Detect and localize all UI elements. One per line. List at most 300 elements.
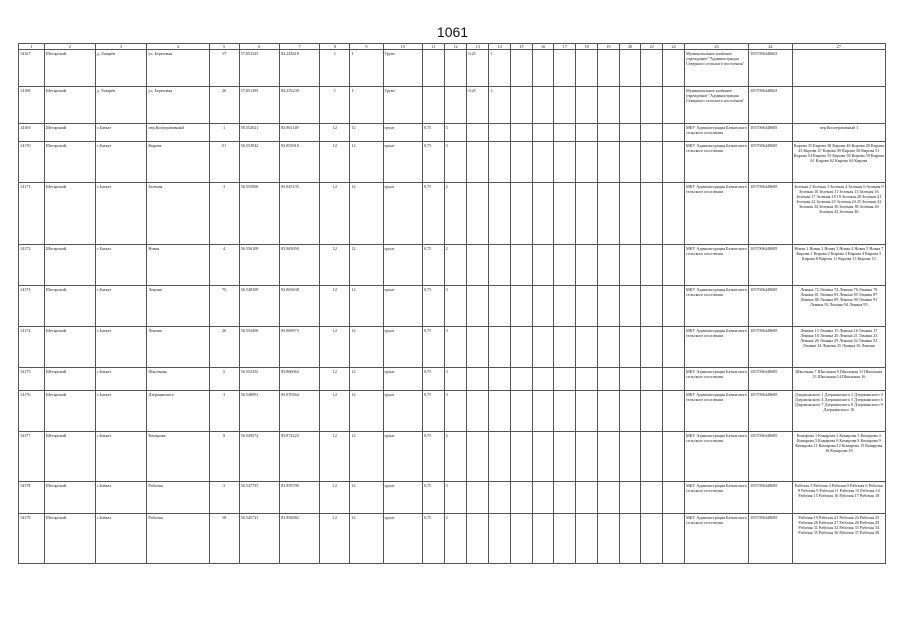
table-cell: 9 [209, 432, 239, 482]
column-header: 11 [422, 44, 444, 50]
table-cell: грунт [383, 514, 422, 564]
table-cell: Ленина [147, 286, 209, 327]
column-header: 15 [510, 44, 532, 50]
table-cell [510, 183, 532, 245]
column-header: 12 [444, 44, 467, 50]
table-cell: 14175 [19, 368, 45, 391]
table-cell: 12 [350, 245, 383, 286]
table-cell: грунт [383, 391, 422, 432]
table-cell: Рабочая [147, 482, 209, 514]
table-cell: 12 [350, 514, 383, 564]
table-cell: 12 [320, 286, 350, 327]
table-cell: грунт [383, 183, 422, 245]
table-cell [597, 391, 619, 432]
table-cell: грунт [383, 124, 422, 142]
table-cell: 3 [444, 327, 467, 368]
table-cell [532, 368, 554, 391]
table-cell: Шегарский [44, 183, 95, 245]
table-cell: 3 [209, 482, 239, 514]
table-cell: 1057006448685 [749, 514, 793, 564]
table-cell: 0,75 [422, 245, 444, 286]
table-cell: 2 [444, 183, 467, 245]
table-cell: Комарова [147, 432, 209, 482]
table-cell [467, 142, 489, 183]
table-cell: 1 [489, 50, 511, 87]
table-cell: МКУ Администрация Баткатского сельского поселения [684, 183, 748, 245]
table-cell: грунт [383, 245, 422, 286]
table-row [19, 432, 886, 482]
table-cell: 14173 [19, 286, 45, 327]
table-cell: Шегарский [44, 432, 95, 482]
table-cell: 1057006448663 [749, 87, 793, 124]
table-cell [641, 142, 663, 183]
column-header: 2 [44, 44, 95, 50]
table-cell: 3 [444, 368, 467, 391]
table-cell: с.Баткат [95, 482, 147, 514]
table-cell [619, 245, 641, 286]
table-cell: 56.552021 [239, 124, 279, 142]
table-cell: Рабочая [147, 514, 209, 564]
table-cell [532, 514, 554, 564]
table-cell [467, 368, 489, 391]
table-cell: Муниципальное казённое учреждение "Администрация Северного сельского поселения" [684, 50, 748, 87]
table-cell: 0,75 [422, 327, 444, 368]
table-row [19, 50, 886, 87]
table-cell [467, 482, 489, 514]
table-cell: 1057006448685 [749, 286, 793, 327]
table-cell [663, 286, 685, 327]
table-cell [554, 432, 576, 482]
table-cell [641, 286, 663, 327]
table-cell [467, 124, 489, 142]
table-cell: 1 [320, 50, 350, 87]
table-cell [663, 50, 685, 87]
table-cell [422, 50, 444, 87]
table-cell [576, 368, 598, 391]
table-cell: Зеленая 2 Зеленая 3 Зеленая 4 Зеленая 6 Зеленая 9 Зеленая 10 Зеленая 11 Зеленая 13 Зеленая 16 Зеленая 17 Зеленая 18 19 Зеленая 20 Зеленая 21 Зеленая 22 Зеленая 23 Зеленая 24 25 Зеленая 32 Зеленая 34 Зеленая 36 Зеленая 38 Зеленая 40 Зеленая 42 Зеленая 46 [792, 183, 885, 245]
table-cell: Шегарский [44, 87, 95, 124]
column-header: 20 [619, 44, 641, 50]
table-cell: Зеленая [147, 183, 209, 245]
table-cell [663, 124, 685, 142]
table-cell [489, 391, 511, 432]
column-header: 24 [749, 44, 793, 50]
table-cell: Шегарский [44, 482, 95, 514]
table-cell: 0,75 [422, 514, 444, 564]
table-cell [619, 286, 641, 327]
column-header: 27 [792, 44, 885, 50]
table-cell: грунт [383, 482, 422, 514]
table-cell [467, 245, 489, 286]
table-cell: 57.051285 [239, 87, 279, 124]
table-cell [467, 286, 489, 327]
table-cell [576, 124, 598, 142]
table-cell: 1057006448685 [749, 327, 793, 368]
table-cell: 3 [444, 482, 467, 514]
table-cell [663, 245, 685, 286]
table-cell [510, 482, 532, 514]
table-cell: Шегарский [44, 124, 95, 142]
table-cell [641, 327, 663, 368]
table-cell: 12 [320, 183, 350, 245]
table-cell: 83.870564 [279, 391, 319, 432]
column-header: 1 [19, 44, 45, 50]
table-cell [576, 327, 598, 368]
table-cell: с.Баткат [95, 142, 147, 183]
table-cell: 14168 [19, 87, 45, 124]
table-cell: 14172 [19, 245, 45, 286]
table-cell: 1057006448685 [749, 368, 793, 391]
column-header: 14 [489, 44, 511, 50]
table-cell: МКУ Администрация Баткатского сельского поселения [684, 391, 748, 432]
table-cell [619, 482, 641, 514]
table-cell [510, 245, 532, 286]
table-cell [663, 514, 685, 564]
table-cell [467, 432, 489, 482]
table-cell: 56.554406 [239, 327, 279, 368]
table-cell: 0,75 [422, 286, 444, 327]
table-cell: Рабочая 19 Рабочая 21 Рабочая 24 Рабочая 25 Рабочая 26 Рабочая 27 Рабочая 28 Рабочая 29 Рабочая 31 Рабочая 32 Рабочая 33 Рабочая 34 Рабочая 35 Рабочая 36 Рабочая 37 Рабочая 38 [792, 514, 885, 564]
table-cell: Новая 1 Новая 2 Новая 3 Новая 4 Новая 5 Новая 7 Кирова 1 Кирова 2 Кирова 3 Кирова 4 Кирова 5 Кирова 8 Кирова 11 Кирова 13 Кирова 15 [792, 245, 885, 286]
table-cell: Ленина [147, 327, 209, 368]
table-cell: 0,75 [422, 124, 444, 142]
table-cell [489, 124, 511, 142]
table-cell: 83.861149 [279, 124, 319, 142]
table-cell [489, 286, 511, 327]
table-cell [554, 142, 576, 183]
table-cell [554, 87, 576, 124]
table-cell [619, 124, 641, 142]
table-cell: грунт [383, 142, 422, 183]
table-row [19, 87, 886, 124]
table-cell [576, 183, 598, 245]
column-header: 16 [532, 44, 554, 50]
table-cell: грунт [383, 286, 422, 327]
table-cell: 56.547737 [239, 482, 279, 514]
table-cell: грунт [383, 368, 422, 391]
table-cell [663, 142, 685, 183]
table-cell [641, 124, 663, 142]
table-cell: 1057006448685 [749, 391, 793, 432]
table-row [19, 183, 886, 245]
table-cell: с.Баткат [95, 245, 147, 286]
table-cell [597, 482, 619, 514]
table-cell [554, 514, 576, 564]
table-cell: 17 [209, 50, 239, 87]
table-cell [510, 142, 532, 183]
table-cell [619, 368, 641, 391]
column-header: 18 [576, 44, 598, 50]
table-cell: Грунт [383, 87, 422, 124]
table-cell: 12 [350, 183, 383, 245]
table-cell: 56.553942 [239, 142, 279, 183]
table-cell: 83.859799 [279, 482, 319, 514]
table-cell: 26 [209, 87, 239, 124]
table-cell: 2 [444, 514, 467, 564]
table-cell [489, 327, 511, 368]
table-cell: 75 [209, 286, 239, 327]
table-cell: 57.053345 [239, 50, 279, 87]
table-cell: 1057006448685 [749, 183, 793, 245]
table-cell [641, 432, 663, 482]
column-header: 19 [597, 44, 619, 50]
table-row [19, 245, 886, 286]
table-cell: Шегарский [44, 368, 95, 391]
table-cell [597, 368, 619, 391]
table-cell: грунт [383, 327, 422, 368]
table-cell: МКУ Администрация Баткатского сельского поселения [684, 368, 748, 391]
table-cell: 1057006448685 [749, 245, 793, 286]
table-cell: 12 [320, 142, 350, 183]
table-cell: 83.853918 [279, 142, 319, 183]
table-cell [641, 50, 663, 87]
table-cell [489, 183, 511, 245]
table-cell: 12 [320, 245, 350, 286]
table-cell [532, 245, 554, 286]
table-cell: 0,75 [422, 183, 444, 245]
table-cell: 14169 [19, 124, 45, 142]
table-cell [532, 183, 554, 245]
table-cell: 1057006448685 [749, 432, 793, 482]
table-cell [467, 327, 489, 368]
table-cell [663, 327, 685, 368]
table-cell [663, 368, 685, 391]
table-cell: 12 [350, 142, 383, 183]
table-cell [641, 87, 663, 124]
table-row [19, 391, 886, 432]
table-cell: 3 [444, 142, 467, 183]
table-cell: Школьная 7 Школьная 9 Школьная 11 Школьная 13 Школьная 14 Школьная 16 [792, 368, 885, 391]
table-row [19, 368, 886, 391]
table-cell [619, 391, 641, 432]
table-cell [641, 391, 663, 432]
table-cell [467, 183, 489, 245]
table-cell: 12 [350, 124, 383, 142]
table-cell: с.Баткат [95, 124, 147, 142]
table-cell: 14177 [19, 432, 45, 482]
table-cell [532, 286, 554, 327]
column-header: 6 [239, 44, 279, 50]
table-cell: МКУ Администрация Баткатского сельского поселения [684, 514, 748, 564]
table-cell [532, 124, 554, 142]
table-cell [510, 50, 532, 87]
table-cell [554, 391, 576, 432]
table-cell [792, 50, 885, 87]
table-cell [532, 391, 554, 432]
table-cell [597, 432, 619, 482]
table-cell [554, 183, 576, 245]
table-cell [576, 432, 598, 482]
table-cell: 12 [350, 368, 383, 391]
table-cell: 84.245618 [279, 50, 319, 87]
table-cell [576, 286, 598, 327]
table-cell: пер.Кооперативный [147, 124, 209, 142]
table-cell: 14179 [19, 514, 45, 564]
table-cell [576, 142, 598, 183]
table-row [19, 124, 886, 142]
table-cell: 14170 [19, 142, 45, 183]
table-cell [444, 50, 467, 87]
column-header: 9 [350, 44, 383, 50]
table-cell: МКУ Администрация Баткатского сельского поселения [684, 286, 748, 327]
table-cell: с.Баткат [95, 514, 147, 564]
table-cell: 83.845135 [279, 183, 319, 245]
table-cell: 56.548991 [239, 391, 279, 432]
table-cell [510, 124, 532, 142]
table-cell: 83.866064 [279, 368, 319, 391]
table-cell [576, 50, 598, 87]
table-cell [619, 183, 641, 245]
table-cell [489, 368, 511, 391]
table-cell: 0,75 [422, 368, 444, 391]
table-cell [554, 124, 576, 142]
table-cell: Шегарский [44, 245, 95, 286]
table-cell [489, 142, 511, 183]
table-cell: Шегарский [44, 514, 95, 564]
table-cell: 3 [444, 391, 467, 432]
table-cell [792, 87, 885, 124]
table-cell [597, 183, 619, 245]
table-cell: 1 [350, 50, 383, 87]
table-cell: 0,75 [422, 432, 444, 482]
table-cell: пер.Кооперативный 1 [792, 124, 885, 142]
table-cell [532, 87, 554, 124]
table-cell: МКУ Администрация Баткатского сельского поселения [684, 142, 748, 183]
table-cell: Рабочая 3 Рабочая 4 Рабочая 5 Рабочая 6 Рабочая 8 Рабочая 9 Рабочая 11 Рабочая 13 Рабочая 14 Рабочая 15 Рабочая 16 Рабочая 17 Рабочая 18 [792, 482, 885, 514]
registry-table [18, 43, 886, 564]
column-header: 17 [554, 44, 576, 50]
table-cell [641, 368, 663, 391]
table-cell [510, 391, 532, 432]
table-cell: Кирова [147, 142, 209, 183]
table-cell [597, 87, 619, 124]
table-row [19, 286, 886, 327]
table-cell [510, 432, 532, 482]
table-cell [619, 432, 641, 482]
column-header: 4 [147, 44, 209, 50]
table-cell: Грунт [383, 50, 422, 87]
table-cell: 83.865050 [279, 245, 319, 286]
table-cell: 0,75 [422, 391, 444, 432]
table-cell: 14171 [19, 183, 45, 245]
table-cell: 12 [320, 391, 350, 432]
table-cell [510, 327, 532, 368]
column-header: 22 [663, 44, 685, 50]
table-cell: Новая [147, 245, 209, 286]
table-cell [597, 50, 619, 87]
column-header: 3 [95, 44, 147, 50]
table-cell: ул. Береговая [147, 87, 209, 124]
table-cell: 56.545721 [239, 514, 279, 564]
table-cell [532, 432, 554, 482]
table-cell: 56.556109 [239, 245, 279, 286]
table-cell: д. Лазарёв [95, 87, 147, 124]
table-cell [510, 514, 532, 564]
table-cell: 0,25 [467, 50, 489, 87]
table-cell: 1057006448685 [749, 142, 793, 183]
table-cell [576, 391, 598, 432]
table-cell [554, 286, 576, 327]
table-cell [554, 368, 576, 391]
table-cell: Ленина 13 Ленина 15 Ленина 16 Ленина 17 Ленина 18 Ленина 20 Ленина 21 Ленина 23 Ленина 26 Ленина 29 Ленина 32 Ленина 33 Ленина 34 Ленина 35 Ленина 36 Ленина [792, 327, 885, 368]
table-cell: МКУ Администрация Баткатского сельского поселения [684, 327, 748, 368]
table-cell [489, 514, 511, 564]
table-cell: 83.856082 [279, 514, 319, 564]
table-cell: 12 [350, 327, 383, 368]
table-cell: 84.235239 [279, 87, 319, 124]
table-cell [532, 482, 554, 514]
table-cell: грунт [383, 432, 422, 482]
table-cell [422, 87, 444, 124]
table-cell [489, 432, 511, 482]
table-cell: МКУ Администрация Баткатского сельского поселения [684, 482, 748, 514]
table-cell: с.Баткат [95, 327, 147, 368]
table-cell [532, 50, 554, 87]
table-row [19, 327, 886, 368]
table-cell [641, 183, 663, 245]
table-cell: ул. Береговая [147, 50, 209, 87]
table-cell: 56.548109 [239, 286, 279, 327]
table-cell [489, 245, 511, 286]
table-cell: 56.552355 [239, 368, 279, 391]
table-cell [641, 482, 663, 514]
table-cell: с.Баткат [95, 391, 147, 432]
table-cell: Ленина 72 Ленина 74 Ленина 76 Ленина 78 Ленина 81 Ленина 83 Ленина 85 Ленина 87 Ленина 88 Ленина 89 Ленина 90 Ленина 91 Ленина 92 Ленина 94 Ленина 95 [792, 286, 885, 327]
table-cell: 5 [209, 368, 239, 391]
table-cell: Дзержинского 1 Дзержинского 2 Дзержинского 3 Дзержинского 4 Дзержинского 5 Дзержинского 6 Дзержинского 7 Дзержинского 8 Дзержинского 9 Дзержинского 10 [792, 391, 885, 432]
table-cell: 12 [320, 327, 350, 368]
table-cell: Школьная [147, 368, 209, 391]
column-header: 23 [684, 44, 748, 50]
table-cell: 1057006448685 [749, 482, 793, 514]
table-cell: д. Лазарёв [95, 50, 147, 87]
table-cell [576, 245, 598, 286]
table-cell: с.Баткат [95, 368, 147, 391]
table-cell [663, 87, 685, 124]
table-cell: Шегарский [44, 391, 95, 432]
table-cell [554, 327, 576, 368]
table-cell [619, 142, 641, 183]
table-cell: 1 [489, 87, 511, 124]
page-number: 1061 [436, 24, 469, 40]
table-row [19, 514, 886, 564]
table-cell: 0,75 [422, 142, 444, 183]
table-cell [554, 482, 576, 514]
table-cell [619, 50, 641, 87]
table-cell [532, 327, 554, 368]
table-cell: 14174 [19, 327, 45, 368]
column-header: 8 [320, 44, 350, 50]
table-cell: 14167 [19, 50, 45, 87]
table-row [19, 142, 886, 183]
table-cell [597, 245, 619, 286]
table-cell: 18 [209, 514, 239, 564]
table-cell [663, 183, 685, 245]
table-cell [663, 482, 685, 514]
table-cell: 12 [320, 482, 350, 514]
table-cell [597, 327, 619, 368]
table-cell: 1 [320, 87, 350, 124]
table-cell: 3 [444, 286, 467, 327]
column-header: 7 [279, 44, 319, 50]
table-cell [641, 514, 663, 564]
table-cell: 2 [444, 245, 467, 286]
table-cell [554, 245, 576, 286]
table-cell: 56.549572 [239, 432, 279, 482]
table-cell [597, 286, 619, 327]
table-cell [576, 87, 598, 124]
table-cell: 0,75 [422, 482, 444, 514]
